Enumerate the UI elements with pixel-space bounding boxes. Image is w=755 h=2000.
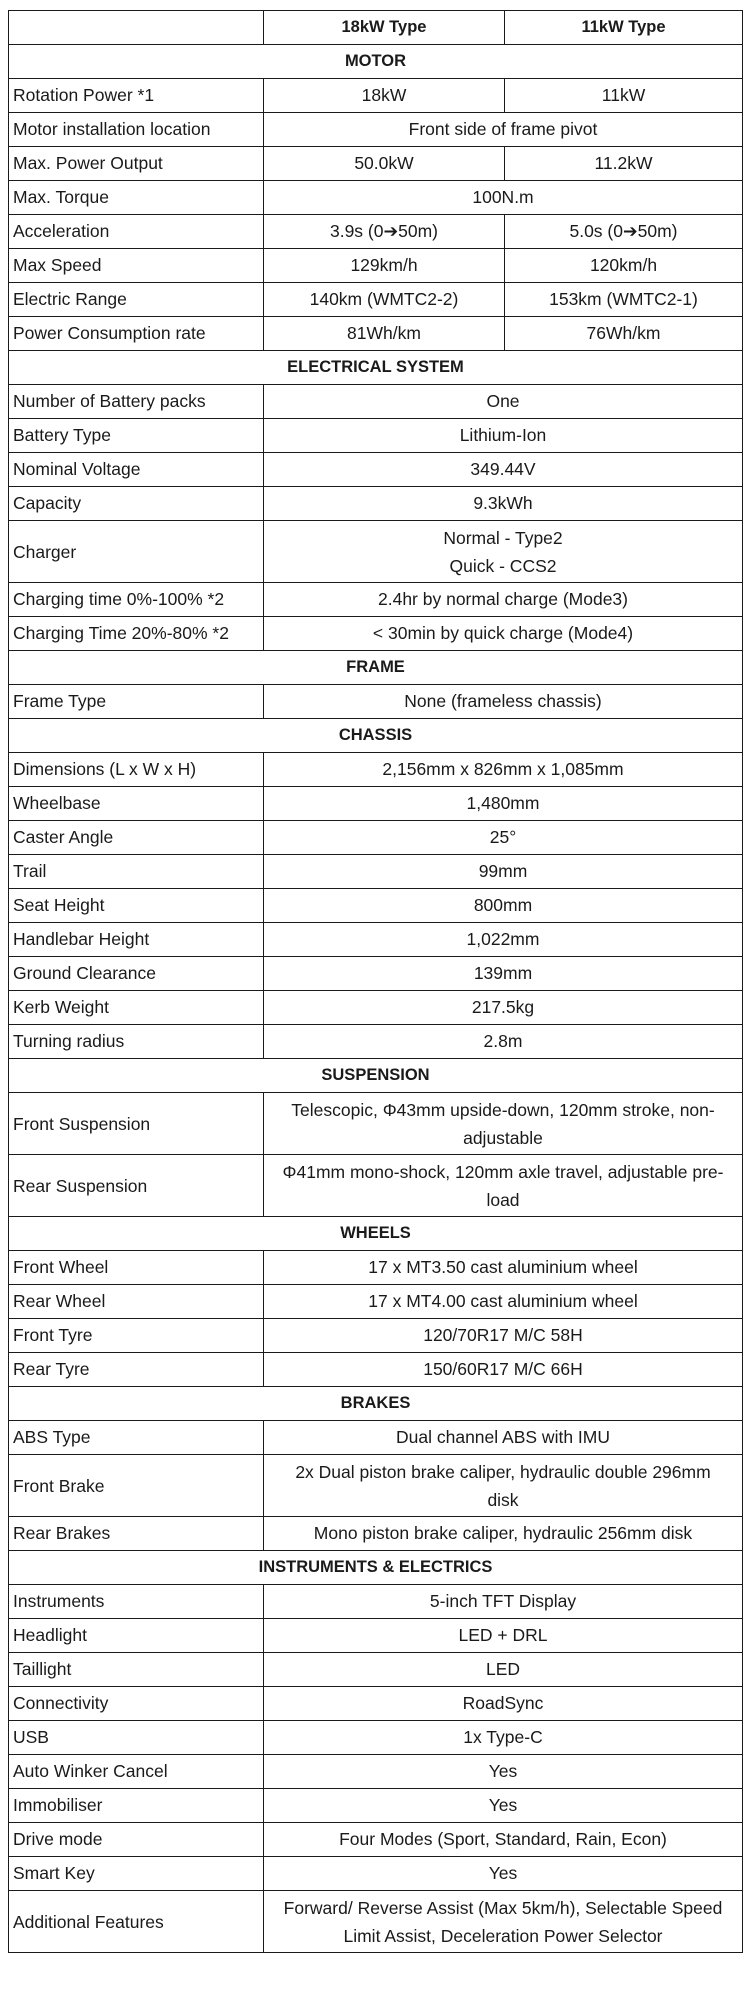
spec-value-line: Φ41mm mono-shock, 120mm axle travel, adjustable pre- xyxy=(282,1161,724,1182)
spec-label: Drive mode xyxy=(9,1823,264,1857)
spec-label: Nominal Voltage xyxy=(9,453,264,487)
spec-row xyxy=(9,1687,743,1721)
spec-row xyxy=(9,1421,743,1455)
spec-label: Turning radius xyxy=(9,1025,264,1059)
spec-row xyxy=(9,317,743,351)
spec-value xyxy=(264,1455,743,1517)
section-row xyxy=(9,1387,743,1421)
spec-value xyxy=(264,1093,743,1155)
spec-value-11kw: 153km (WMTC2-1) xyxy=(505,283,743,317)
spec-value: RoadSync xyxy=(264,1687,743,1721)
section-title: INSTRUMENTS & ELECTRICS xyxy=(9,1551,743,1585)
spec-label: Rotation Power *1 xyxy=(9,79,264,113)
spec-row xyxy=(9,1319,743,1353)
spec-row xyxy=(9,147,743,181)
spec-row xyxy=(9,1285,743,1319)
spec-value: One xyxy=(264,385,743,419)
spec-label: Acceleration xyxy=(9,215,264,249)
spec-label: Seat Height xyxy=(9,889,264,923)
spec-label: Dimensions (L x W x H) xyxy=(9,753,264,787)
spec-label: Wheelbase xyxy=(9,787,264,821)
spec-label: Additional Features xyxy=(9,1891,264,1953)
spec-label: Rear Brakes xyxy=(9,1517,264,1551)
spec-label: Instruments xyxy=(9,1585,264,1619)
spec-value-18kw: 50.0kW xyxy=(264,147,505,181)
spec-value: Yes xyxy=(264,1755,743,1789)
spec-label: USB xyxy=(9,1721,264,1755)
spec-value: 139mm xyxy=(264,957,743,991)
spec-row xyxy=(9,1455,743,1517)
section-row xyxy=(9,351,743,385)
spec-row xyxy=(9,1823,743,1857)
spec-label: Ground Clearance xyxy=(9,957,264,991)
spec-row xyxy=(9,453,743,487)
header-row xyxy=(9,11,743,45)
spec-row xyxy=(9,249,743,283)
spec-label: Max. Power Output xyxy=(9,147,264,181)
spec-value-line: Limit Assist, Deceleration Power Selector xyxy=(343,1925,663,1946)
spec-label: Frame Type xyxy=(9,685,264,719)
spec-value: 2.4hr by normal charge (Mode3) xyxy=(264,583,743,617)
spec-value-line: Quick - CCS2 xyxy=(449,555,557,576)
spec-value-line: 2x Dual piston brake caliper, hydraulic double 296mm xyxy=(295,1461,711,1482)
spec-row xyxy=(9,113,743,147)
section-title: WHEELS xyxy=(9,1217,743,1251)
section-row xyxy=(9,651,743,685)
spec-value: Lithium-Ion xyxy=(264,419,743,453)
spec-value: Front side of frame pivot xyxy=(264,113,743,147)
spec-row xyxy=(9,487,743,521)
section-row xyxy=(9,45,743,79)
spec-label: Handlebar Height xyxy=(9,923,264,957)
spec-label: Taillight xyxy=(9,1653,264,1687)
spec-value: 100N.m xyxy=(264,181,743,215)
spec-label: Battery Type xyxy=(9,419,264,453)
spec-label: Power Consumption rate xyxy=(9,317,264,351)
spec-label: Charger xyxy=(9,521,264,583)
spec-row xyxy=(9,583,743,617)
spec-row xyxy=(9,385,743,419)
spec-value-11kw: 76Wh/km xyxy=(505,317,743,351)
spec-label: Max. Torque xyxy=(9,181,264,215)
spec-label: ABS Type xyxy=(9,1421,264,1455)
spec-label: Front Wheel xyxy=(9,1251,264,1285)
spec-label: Charging time 0%-100% *2 xyxy=(9,583,264,617)
spec-row xyxy=(9,1025,743,1059)
section-row xyxy=(9,1217,743,1251)
spec-label: Connectivity xyxy=(9,1687,264,1721)
spec-value: 2.8m xyxy=(264,1025,743,1059)
spec-value-11kw: 120km/h xyxy=(505,249,743,283)
spec-value: LED xyxy=(264,1653,743,1687)
spec-row xyxy=(9,787,743,821)
spec-value: 1,022mm xyxy=(264,923,743,957)
spec-label: Rear Suspension xyxy=(9,1155,264,1217)
spec-value-11kw: 11.2kW xyxy=(505,147,743,181)
spec-row xyxy=(9,991,743,1025)
spec-value: 150/60R17 M/C 66H xyxy=(264,1353,743,1387)
header-18kw: 18kW Type xyxy=(264,11,505,45)
spec-value-line: Telescopic, Φ43mm upside-down, 120mm stroke, non- xyxy=(291,1099,715,1120)
spec-value: None (frameless chassis) xyxy=(264,685,743,719)
header-label-cell xyxy=(9,11,264,45)
spec-row xyxy=(9,685,743,719)
spec-value xyxy=(264,521,743,583)
section-title: FRAME xyxy=(9,651,743,685)
spec-label: Front Brake xyxy=(9,1455,264,1517)
spec-value-line: Normal - Type2 xyxy=(443,527,563,548)
section-title: MOTOR xyxy=(9,45,743,79)
spec-value: 25° xyxy=(264,821,743,855)
spec-value: Yes xyxy=(264,1857,743,1891)
spec-body xyxy=(9,45,743,1953)
spec-value: 120/70R17 M/C 58H xyxy=(264,1319,743,1353)
spec-row xyxy=(9,957,743,991)
spec-value-line: disk xyxy=(487,1489,519,1510)
spec-value-18kw: 129km/h xyxy=(264,249,505,283)
spec-row xyxy=(9,1353,743,1387)
spec-label: Smart Key xyxy=(9,1857,264,1891)
spec-label: Trail xyxy=(9,855,264,889)
spec-row xyxy=(9,855,743,889)
spec-value-line: load xyxy=(486,1189,520,1210)
spec-value-11kw: 11kW xyxy=(505,79,743,113)
spec-label: Rear Wheel xyxy=(9,1285,264,1319)
spec-row xyxy=(9,1789,743,1823)
spec-value: 17 x MT4.00 cast aluminium wheel xyxy=(264,1285,743,1319)
spec-row xyxy=(9,617,743,651)
spec-row xyxy=(9,1721,743,1755)
spec-label: Electric Range xyxy=(9,283,264,317)
spec-value: 1x Type-C xyxy=(264,1721,743,1755)
spec-label: Max Speed xyxy=(9,249,264,283)
spec-value: 800mm xyxy=(264,889,743,923)
spec-row xyxy=(9,79,743,113)
spec-value-line: adjustable xyxy=(463,1127,543,1148)
spec-row xyxy=(9,283,743,317)
spec-value: 217.5kg xyxy=(264,991,743,1025)
spec-row xyxy=(9,1857,743,1891)
spec-label: Caster Angle xyxy=(9,821,264,855)
spec-label: Headlight xyxy=(9,1619,264,1653)
spec-value: 2,156mm x 826mm x 1,085mm xyxy=(264,753,743,787)
spec-row xyxy=(9,923,743,957)
spec-value: LED + DRL xyxy=(264,1619,743,1653)
spec-row xyxy=(9,1517,743,1551)
spec-row xyxy=(9,1251,743,1285)
spec-value: 1,480mm xyxy=(264,787,743,821)
spec-row xyxy=(9,753,743,787)
spec-value-18kw: 81Wh/km xyxy=(264,317,505,351)
spec-value: 9.3kWh xyxy=(264,487,743,521)
spec-value: 349.44V xyxy=(264,453,743,487)
section-title: BRAKES xyxy=(9,1387,743,1421)
spec-label: Capacity xyxy=(9,487,264,521)
spec-label: Auto Winker Cancel xyxy=(9,1755,264,1789)
spec-value xyxy=(264,1891,743,1953)
spec-value: 17 x MT3.50 cast aluminium wheel xyxy=(264,1251,743,1285)
spec-value-18kw: 3.9s (0➔50m) xyxy=(264,215,505,249)
section-row xyxy=(9,1551,743,1585)
spec-label: Charging Time 20%-80% *2 xyxy=(9,617,264,651)
section-title: ELECTRICAL SYSTEM xyxy=(9,351,743,385)
section-row xyxy=(9,719,743,753)
spec-value: < 30min by quick charge (Mode4) xyxy=(264,617,743,651)
spec-value-18kw: 18kW xyxy=(264,79,505,113)
spec-row xyxy=(9,821,743,855)
spec-value: Dual channel ABS with IMU xyxy=(264,1421,743,1455)
spec-row xyxy=(9,1755,743,1789)
spec-row xyxy=(9,1653,743,1687)
spec-row xyxy=(9,1155,743,1217)
spec-row xyxy=(9,521,743,583)
spec-table xyxy=(8,10,743,1953)
section-row xyxy=(9,1059,743,1093)
spec-value: 99mm xyxy=(264,855,743,889)
spec-row xyxy=(9,1585,743,1619)
spec-value: 5-inch TFT Display xyxy=(264,1585,743,1619)
spec-label: Motor installation location xyxy=(9,113,264,147)
section-title: CHASSIS xyxy=(9,719,743,753)
spec-value: Four Modes (Sport, Standard, Rain, Econ) xyxy=(264,1823,743,1857)
spec-label: Front Tyre xyxy=(9,1319,264,1353)
spec-value xyxy=(264,1155,743,1217)
spec-row xyxy=(9,889,743,923)
spec-row xyxy=(9,215,743,249)
spec-label: Front Suspension xyxy=(9,1093,264,1155)
spec-value-18kw: 140km (WMTC2-2) xyxy=(264,283,505,317)
spec-row xyxy=(9,1619,743,1653)
spec-row xyxy=(9,1093,743,1155)
spec-value: Yes xyxy=(264,1789,743,1823)
spec-value-line: Forward/ Reverse Assist (Max 5km/h), Selectable Speed xyxy=(283,1897,723,1918)
section-title: SUSPENSION xyxy=(9,1059,743,1093)
spec-row xyxy=(9,181,743,215)
spec-label: Rear Tyre xyxy=(9,1353,264,1387)
spec-row xyxy=(9,1891,743,1953)
spec-label: Immobiliser xyxy=(9,1789,264,1823)
header-11kw: 11kW Type xyxy=(505,11,743,45)
spec-label: Kerb Weight xyxy=(9,991,264,1025)
spec-label: Number of Battery packs xyxy=(9,385,264,419)
spec-value-11kw: 5.0s (0➔50m) xyxy=(505,215,743,249)
spec-row xyxy=(9,419,743,453)
spec-value: Mono piston brake caliper, hydraulic 256mm disk xyxy=(264,1517,743,1551)
